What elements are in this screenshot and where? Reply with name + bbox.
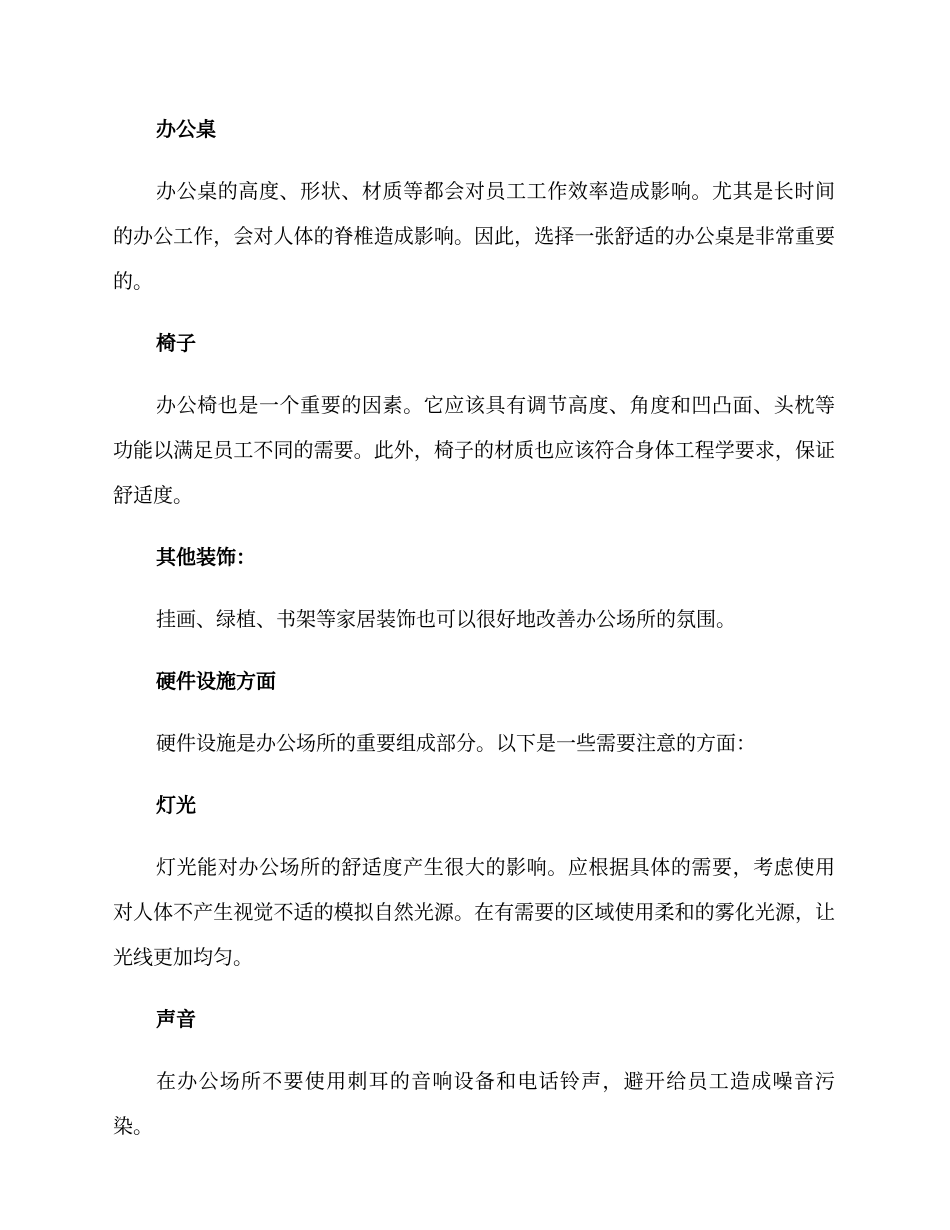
section-heading-decor: 其他装饰： bbox=[156, 545, 256, 569]
section-paragraph-lighting: 灯光能对办公场所的舒适度产生很大的影响。应根据具体的需要，考虑使用对人体不产生视觉不适的模拟自然光源。在有需要的区域使用柔和的雾化光源，让光线更加均匀。 bbox=[113, 855, 835, 969]
section-paragraph-sound: 在办公场所不要使用刺耳的音响设备和电话铃声，避开给员工造成噪音污染。 bbox=[113, 1069, 835, 1138]
section-paragraph-decor: 挂画、绿植、书架等家居装饰也可以很好地改善办公场所的氛围。 bbox=[156, 607, 736, 631]
section-paragraph-hardware: 硬件设施是办公场所的重要组成部分。以下是一些需要注意的方面： bbox=[156, 731, 756, 755]
section-heading-hardware: 硬件设施方面 bbox=[156, 669, 276, 693]
section-heading-chair: 椅子 bbox=[156, 331, 196, 355]
section-paragraph-desk: 办公桌的高度、形状、材质等都会对员工工作效率造成影响。尤其是长时间的办公工作，会对人体的脊椎造成影响。因此，选择一张舒适的办公桌是非常重要的。 bbox=[113, 179, 835, 293]
section-heading-sound: 声音 bbox=[156, 1007, 196, 1031]
section-paragraph-chair: 办公椅也是一个重要的因素。它应该具有调节高度、角度和凹凸面、头枕等功能以满足员工不同的需要。此外，椅子的材质也应该符合身体工程学要求，保证舒适度。 bbox=[113, 393, 835, 507]
document-body bbox=[113, 112, 835, 1149]
section-heading-lighting: 灯光 bbox=[156, 793, 196, 817]
section-heading-desk: 办公桌 bbox=[156, 117, 216, 141]
